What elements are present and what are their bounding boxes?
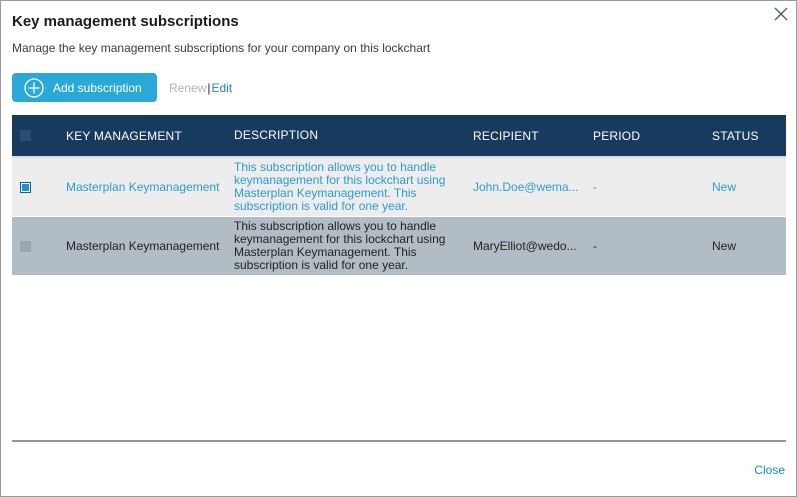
dialog-subtitle: Manage the key management subscriptions for your company on this lockchart <box>12 41 431 55</box>
row-period: - <box>593 180 597 194</box>
toolbar <box>12 73 232 102</box>
row-checkbox-cell <box>12 241 55 252</box>
header-key-management[interactable]: KEY MANAGEMENT <box>66 128 182 143</box>
add-subscription-button[interactable] <box>12 73 157 102</box>
close-icon[interactable] <box>772 5 790 23</box>
row-recipient: John.Doe@wema... <box>473 180 579 194</box>
renew-link[interactable]: Renew <box>169 80 207 95</box>
header-period[interactable]: PERIOD <box>593 128 641 143</box>
edit-link[interactable]: Edit <box>211 80 233 95</box>
row-recipient: MaryElliot@wedo... <box>473 239 577 253</box>
header-status[interactable]: STATUS <box>712 128 759 143</box>
subscriptions-table <box>12 115 786 275</box>
plus-circle-icon <box>24 78 44 98</box>
row-key-management: Masterplan Keymanagement <box>66 239 220 253</box>
row-status: New <box>712 180 737 194</box>
row-period: - <box>593 239 597 253</box>
dialog-title: Key management subscriptions <box>12 13 239 30</box>
table-header <box>12 115 786 156</box>
row-key-management: Masterplan Keymanagement <box>66 180 220 194</box>
toolbar-separator: | <box>207 80 211 95</box>
row-checkbox[interactable] <box>20 182 31 193</box>
add-subscription-label: Add subscription <box>53 80 142 95</box>
footer-divider <box>12 440 786 442</box>
row-description: This subscription allows you to handle keymanagement for this lockchart using Masterplan Keymanagement. This subscription is valid for one year. <box>234 219 446 272</box>
select-all-checkbox[interactable] <box>20 130 31 141</box>
table-row[interactable] <box>12 216 786 275</box>
row-status: New <box>712 239 737 253</box>
row-checkbox[interactable] <box>20 241 31 252</box>
close-button[interactable]: Close <box>754 463 785 477</box>
select-all-cell <box>12 130 55 141</box>
row-description: This subscription allows you to handle keymanagement for this lockchart using Masterplan Keymanagement. This subscription is valid for one year. <box>234 160 446 213</box>
header-description[interactable]: DESCRIPTION <box>234 128 319 142</box>
row-checkbox-cell <box>12 182 55 193</box>
table-row[interactable] <box>12 156 786 216</box>
header-recipient[interactable]: RECIPIENT <box>473 128 539 143</box>
